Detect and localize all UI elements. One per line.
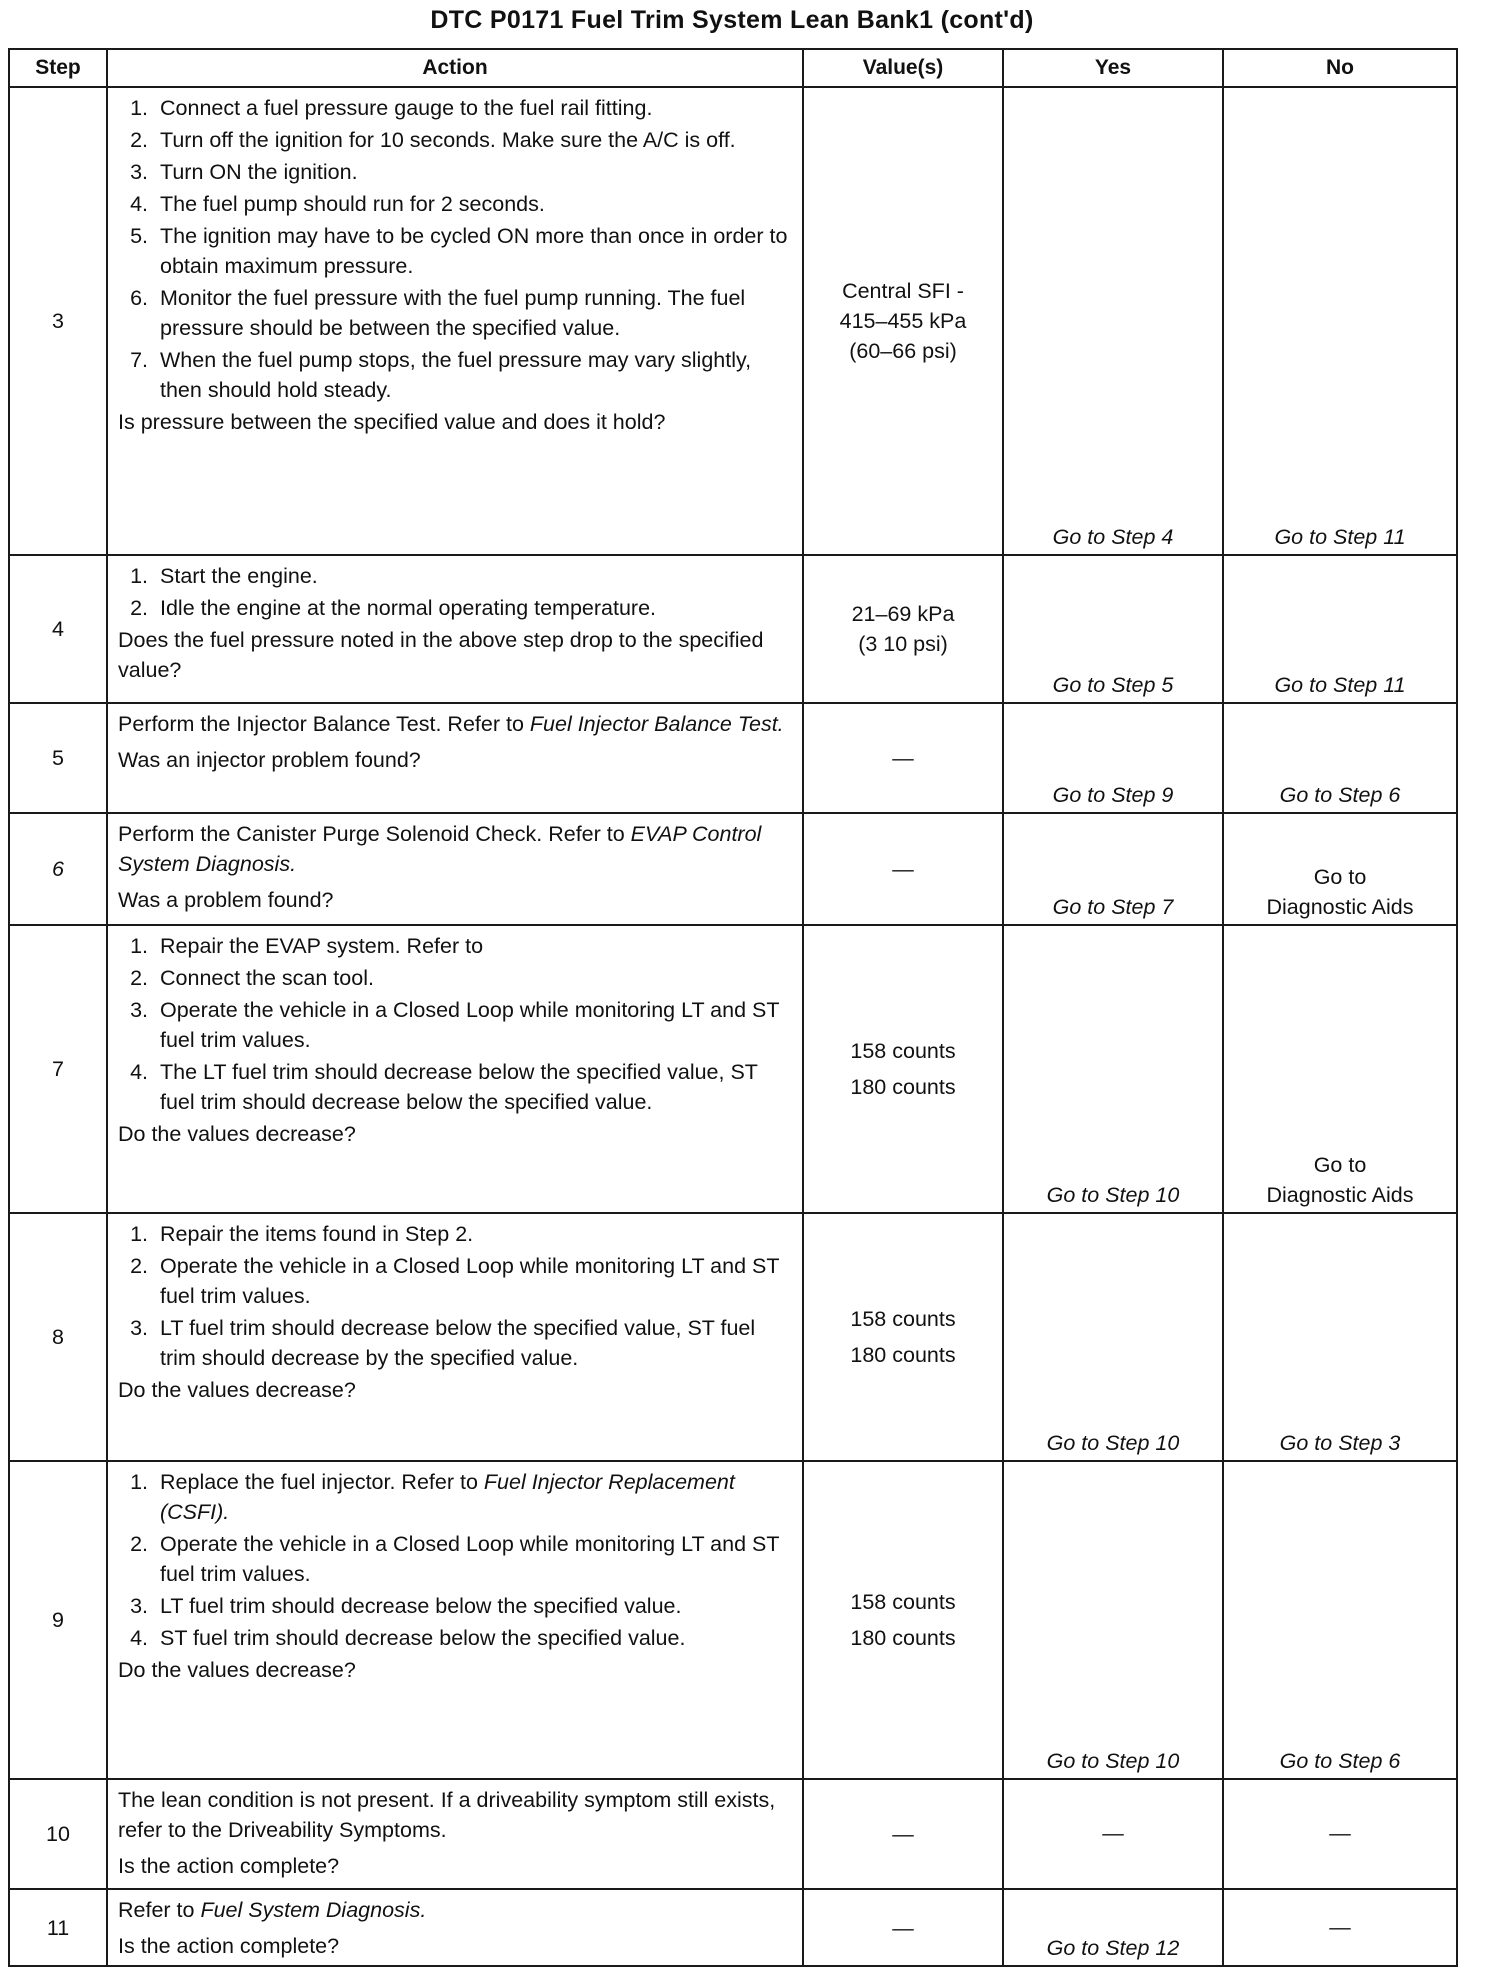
list-item: 4. The LT fuel trim should decrease below the specified value, ST fuel trim should decrease below the specified value. [130, 1060, 758, 1114]
values-cell [803, 813, 1003, 925]
no-outcome: Go to Step 11 [1223, 555, 1457, 703]
table-row-step-11 [9, 1889, 1457, 1966]
document-title: DTC P0171 Fuel Trim System Lean Bank1 (cont'd) [430, 6, 1034, 34]
action-cell [107, 925, 803, 1213]
yes-outcome: Go to Step 10 [1003, 1461, 1223, 1779]
value-text: — [892, 857, 914, 881]
value-text: (3 10 psi) [858, 632, 948, 656]
value-text: 21–69 kPa [851, 602, 955, 626]
header-yes: Yes [1003, 49, 1223, 87]
step-number: 9 [9, 1461, 107, 1779]
list-item: 1. Replace the fuel injector. Refer to Fuel Injector Replacement (CSFI). [130, 1470, 735, 1524]
yes-outcome: Go to Step 9 [1003, 703, 1223, 813]
list-item: 3. LT fuel trim should decrease below the specified value, ST fuel trim should decrease by the specified value. [130, 1316, 756, 1370]
list-item: 4. The fuel pump should run for 2 seconds. [130, 192, 545, 216]
no-outcome: Go to Step 6 [1223, 703, 1457, 813]
list-item: 3. Operate the vehicle in a Closed Loop while monitoring LT and ST fuel trim values. [130, 998, 780, 1052]
table-header-row [9, 49, 1457, 87]
list-item: 3. Turn ON the ignition. [130, 160, 358, 184]
action-question: Is the action complete? [118, 1934, 340, 1958]
values-cell [803, 555, 1003, 703]
table-row-step-6 [9, 813, 1457, 925]
step-number: 10 [9, 1779, 107, 1889]
value-text: 158 counts [850, 1590, 956, 1614]
value-text: (60–66 psi) [849, 339, 957, 363]
step-number: 4 [9, 555, 107, 703]
value-text: 180 counts [850, 1626, 956, 1650]
action-question: Does the fuel pressure noted in the above step drop to the specified value? [118, 628, 764, 682]
action-steps [118, 561, 794, 623]
value-text: — [892, 1822, 914, 1846]
list-item: 1. Repair the EVAP system. Refer to [130, 934, 484, 958]
no-outcome: Go to Step 6 [1223, 1461, 1457, 1779]
action-question: Do the values decrease? [118, 1122, 356, 1146]
action-cell [107, 555, 803, 703]
yes-outcome: Go to Step 10 [1003, 925, 1223, 1213]
list-item: 4. ST fuel trim should decrease below the specified value. [130, 1626, 686, 1650]
action-question: Is pressure between the specified value and does it hold? [118, 410, 666, 434]
value-text: 158 counts [850, 1307, 956, 1331]
values-cell [803, 703, 1003, 813]
action-text: Perform the Injector Balance Test. Refer to Fuel Injector Balance Test. [118, 712, 784, 736]
table-row-step-3 [9, 87, 1457, 555]
no-outcome: — [1223, 1779, 1457, 1889]
list-item: 3. LT fuel trim should decrease below the specified value. [130, 1594, 682, 1618]
value-text: — [892, 1915, 914, 1940]
no-outcome: — [1223, 1889, 1457, 1966]
value-text: 180 counts [850, 1075, 956, 1099]
values-cell [803, 1889, 1003, 1966]
action-cell [107, 87, 803, 555]
list-item: 6. Monitor the fuel pressure with the fuel pump running. The fuel pressure should be between the specified value. [130, 286, 746, 340]
action-cell [107, 1889, 803, 1966]
yes-outcome: Go to Step 5 [1003, 555, 1223, 703]
step-number: 8 [9, 1213, 107, 1461]
yes-outcome: Go to Step 7 [1003, 813, 1223, 925]
table-row-step-9 [9, 1461, 1457, 1779]
header-step: Step [9, 49, 107, 87]
no-outcome: Go to Diagnostic Aids [1223, 813, 1457, 925]
action-question: Do the values decrease? [118, 1378, 356, 1402]
action-cell [107, 1779, 803, 1889]
step-number: 7 [9, 925, 107, 1213]
action-cell [107, 813, 803, 925]
step-number: 11 [9, 1889, 107, 1966]
action-steps [118, 1467, 794, 1653]
list-item: 2. Operate the vehicle in a Closed Loop while monitoring LT and ST fuel trim values. [130, 1254, 780, 1308]
no-outcome: Go to Diagnostic Aids [1223, 925, 1457, 1213]
list-item: 2. Connect the scan tool. [130, 966, 374, 990]
yes-outcome: Go to Step 4 [1003, 87, 1223, 555]
action-cell [107, 1213, 803, 1461]
header-no: No [1223, 49, 1457, 87]
step-number: 3 [9, 87, 107, 555]
list-item: 5. The ignition may have to be cycled ON more than once in order to obtain maximum pressure. [130, 224, 788, 278]
header-values: Value(s) [803, 49, 1003, 87]
header-action: Action [107, 49, 803, 87]
value-text: 180 counts [850, 1343, 956, 1367]
document-page [8, 0, 1456, 1967]
value-text: — [892, 746, 914, 770]
action-text: Refer to Fuel System Diagnosis. [118, 1898, 427, 1922]
reference-link-text: EVAP Control System Diagnosis. [118, 822, 762, 876]
yes-outcome: Go to Step 10 [1003, 1213, 1223, 1461]
values-cell [803, 1461, 1003, 1779]
action-question: Was a problem found? [118, 888, 334, 912]
list-item: 1. Repair the items found in Step 2. [130, 1222, 474, 1246]
value-text: 158 counts [850, 1039, 956, 1063]
list-item: 7. When the fuel pump stops, the fuel pressure may vary slightly, then should hold steady. [130, 348, 752, 402]
reference-link-text: Fuel Injector Balance Test. [529, 712, 784, 736]
table-row-step-4 [9, 555, 1457, 703]
action-cell [107, 703, 803, 813]
values-cell [803, 1213, 1003, 1461]
list-item: 2. Turn off the ignition for 10 seconds. Make sure the A/C is off. [130, 128, 736, 152]
values-cell [803, 925, 1003, 1213]
table-row-step-10 [9, 1779, 1457, 1889]
action-question: Do the values decrease? [118, 1658, 356, 1682]
action-text: The lean condition is not present. If a driveability symptom still exists, refer to the Driveability Symptoms. [118, 1788, 776, 1842]
values-cell [803, 87, 1003, 555]
step-number: 6 [9, 813, 107, 925]
table-row-step-8 [9, 1213, 1457, 1461]
diagnostic-table [8, 48, 1458, 1967]
yes-outcome: — [1003, 1779, 1223, 1889]
action-steps [118, 1219, 794, 1373]
list-item: 1. Connect a fuel pressure gauge to the fuel rail fitting. [130, 96, 653, 120]
action-text: Perform the Canister Purge Solenoid Check. Refer to EVAP Control System Diagnosis. [118, 822, 762, 876]
reference-link-text: Fuel System Diagnosis. [200, 1898, 427, 1922]
action-steps [118, 931, 794, 1117]
list-item: 2. Idle the engine at the normal operating temperature. [130, 596, 657, 620]
yes-outcome: Go to Step 12 [1003, 1889, 1223, 1966]
values-cell [803, 1779, 1003, 1889]
reference-link-text: Fuel Injector Replacement (CSFI). [160, 1470, 735, 1524]
action-steps [118, 93, 794, 405]
no-outcome: Go to Step 3 [1223, 1213, 1457, 1461]
value-text: 415–455 kPa [839, 309, 967, 333]
value-text: Central SFI - [842, 279, 964, 303]
action-question: Was an injector problem found? [118, 748, 421, 772]
table-row-step-7 [9, 925, 1457, 1213]
table-row-step-5 [9, 703, 1457, 813]
action-question: Is the action complete? [118, 1854, 340, 1878]
action-cell [107, 1461, 803, 1779]
list-item: 1. Start the engine. [130, 564, 318, 588]
list-item: 2. Operate the vehicle in a Closed Loop while monitoring LT and ST fuel trim values. [130, 1532, 780, 1586]
step-number: 5 [9, 703, 107, 813]
no-outcome: Go to Step 11 [1223, 87, 1457, 555]
